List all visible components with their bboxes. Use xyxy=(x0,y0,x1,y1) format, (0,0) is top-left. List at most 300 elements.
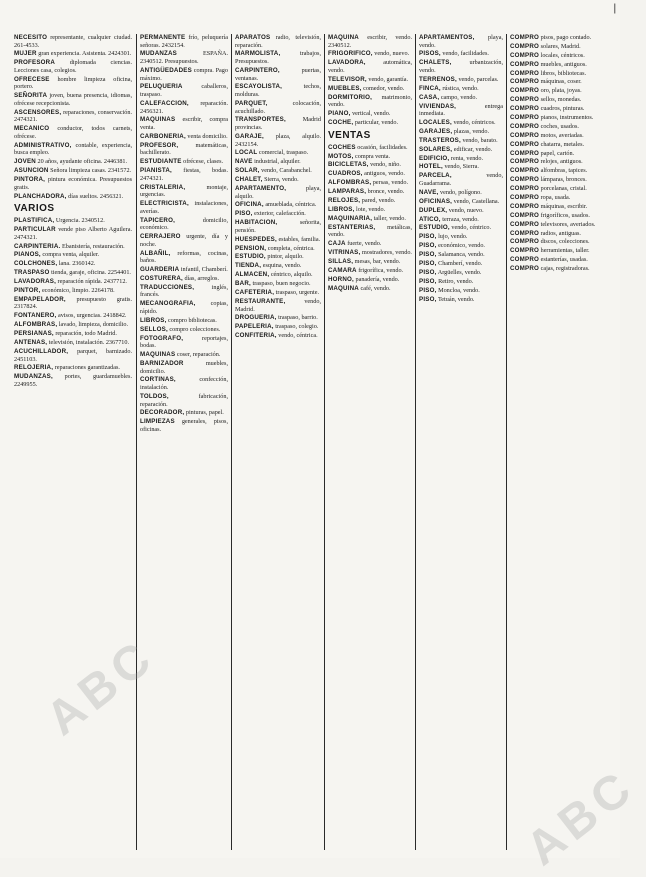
ad-keyword: CAMARA xyxy=(328,266,357,274)
classified-ad: COMPRO libros, bibliotecas. xyxy=(510,69,587,77)
ad-keyword: TIENDA, xyxy=(235,262,262,270)
classified-ad: APARATOS radio, televisión, reparación. xyxy=(235,34,321,49)
classified-ad: COMPRO locales, céntricos. xyxy=(510,51,585,59)
ad-keyword: TAPICERO, xyxy=(140,216,176,224)
ad-keyword: GARAJE, xyxy=(235,132,264,140)
ad-keyword: HABITACION, xyxy=(235,219,278,227)
classified-ad: MUEBLES, comedor, vendo. xyxy=(328,84,405,92)
ad-keyword: TELEVISOR, xyxy=(328,75,367,83)
ad-keyword: COMPRO xyxy=(510,194,540,202)
ad-keyword: COMPRO xyxy=(510,87,540,95)
classified-ad: VITRINAS, mostradores, vendo. xyxy=(328,249,412,256)
classified-ad: HOTEL, vendo, Sierra. xyxy=(419,163,479,171)
classified-ad: NECESITO representante, cualquier ciudad. 261-4533. xyxy=(14,34,132,49)
ad-keyword: ATICO, xyxy=(419,215,441,223)
classified-ad: FRIGORIFICO, vendo, nuevo. xyxy=(328,50,410,58)
ad-keyword: BARNIZADOR xyxy=(140,359,184,367)
ad-keyword: CUADROS, xyxy=(328,170,363,178)
ad-keyword: HUESPEDES, xyxy=(235,235,277,243)
classified-ad: TRASPASO tienda, garaje, oficina. 2254401. xyxy=(14,269,131,277)
classified-ad: TRASTEROS, vendo, barato. xyxy=(419,136,498,144)
ad-keyword: PAPELERIA, xyxy=(235,323,274,331)
ad-keyword: TERRENOS, xyxy=(419,75,457,83)
ad-keyword: PISO, xyxy=(419,259,437,267)
classified-ad: MAQUINARIA, taller, vendo. xyxy=(328,214,406,222)
ad-keyword: CARBONERIA, xyxy=(140,132,186,140)
ad-keyword: COMPRO xyxy=(510,202,540,210)
classified-ad: RELOJES, pared, vendo. xyxy=(328,196,396,204)
ad-keyword: COMPRO xyxy=(510,176,540,184)
classified-ad: DORMITORIO, matrimonio, vendo. xyxy=(328,93,412,109)
classified-ad: NAVE, vendo, polígono. xyxy=(419,188,482,196)
ad-keyword: COMPRO xyxy=(510,220,540,228)
ad-keyword: EDIFICIO, xyxy=(419,154,450,162)
classified-ad: COMPRO oro, plata, joyas. xyxy=(510,87,582,95)
classified-ad: PIANISTA, fiestas, bodas. 2474321. xyxy=(140,167,228,182)
classified-ad: ACUCHILLADOR, parquet, barnizado. 2451103. xyxy=(14,347,132,363)
classified-ad: LIBROS, compro bibliotecas. xyxy=(140,316,217,324)
ad-keyword: HORNO, xyxy=(328,275,354,283)
ad-keyword: CHALETS, xyxy=(419,59,452,67)
ad-keyword: ESCAYOLISTA, xyxy=(235,83,283,91)
classified-column-6 xyxy=(510,34,610,852)
ad-keyword: LIBROS, xyxy=(140,316,167,324)
ad-keyword: RESTAURANTE, xyxy=(235,297,286,305)
classified-ad: PARTICULAR vende piso Alberto Aguilera. 2474321. xyxy=(14,226,132,241)
classified-ad: TOLDOS, fabricación, reparación. xyxy=(140,392,228,408)
classified-ad: CRISTALERIA, montaje, urgencias. xyxy=(140,183,228,199)
classified-ad: ESTUDIO, vendo, céntrico. xyxy=(419,224,492,232)
classified-ad: COMPRO máquinas, coser. xyxy=(510,78,582,86)
classified-ad: CAJA fuerte, vendo. xyxy=(328,240,382,248)
ad-keyword: TRASTEROS, xyxy=(419,136,461,144)
classified-ad: BARNIZADOR muebles, domicilio. xyxy=(140,359,228,375)
ad-keyword: FOTOGRAFO, xyxy=(140,334,184,342)
ad-keyword: MAQUINA xyxy=(328,34,359,41)
ad-keyword: OFICINAS, xyxy=(419,197,453,205)
classified-ad: PISOS, vendo, facilidades. xyxy=(419,50,489,58)
classified-ad: ASUNCION Señora limpieza casas. 2341572. xyxy=(14,167,132,175)
classified-ad: GARAJE, plaza, alquilo. 2432154. xyxy=(235,132,321,148)
ad-keyword: PELUQUERIA xyxy=(140,83,183,91)
classified-ad: PISO, Salamanca, vendo. xyxy=(419,251,485,259)
ad-keyword: HOTEL, xyxy=(419,163,443,171)
ad-keyword: PINTOR, xyxy=(14,286,41,294)
ad-keyword: COMPRO xyxy=(510,229,540,237)
ad-keyword: ESTUDIO, xyxy=(235,253,266,261)
classified-ad: PLASTIFICA, Urgencia. 2340512. xyxy=(14,217,105,225)
classified-ad: ATICO, terraza, vendo. xyxy=(419,215,479,223)
ad-keyword: VITRINAS, xyxy=(328,249,361,256)
classified-ad: OFICINA, amueblada, céntrica. xyxy=(235,201,317,209)
ad-keyword: COMPRO xyxy=(510,131,540,139)
ad-keyword: COMPRO xyxy=(510,78,540,86)
ad-keyword: TRASPASO xyxy=(14,269,50,277)
ad-keyword: PARCELA, xyxy=(419,172,452,180)
classified-ad: CERRAJERO urgente, día y noche. xyxy=(140,233,228,248)
classified-ad: ASCENSORES, reparaciones, conservación. 2474321. xyxy=(14,108,132,124)
ad-keyword: COMPRO xyxy=(510,60,540,68)
ad-keyword: DORMITORIO, xyxy=(328,93,373,101)
classified-ad: CARPINTERIA. Ebanistería, restauración. xyxy=(14,242,125,250)
classified-ad: OFICINAS, vendo, Castellana. xyxy=(419,197,500,205)
classified-ad: ADMINISTRATIVO, contable, experiencia, busca empleo. xyxy=(14,141,132,157)
ad-keyword: ADMINISTRATIVO, xyxy=(14,141,72,149)
ad-keyword: MUDANZAS, xyxy=(14,373,53,381)
classified-ad: ANTIGÜEDADES compra. Pago máximo. xyxy=(140,66,228,82)
ad-keyword: CARPINTERO, xyxy=(235,66,280,74)
ad-keyword: MAQUINAS xyxy=(140,351,176,359)
classified-ad: CALEFACCION, reparación. 2456321. xyxy=(140,99,228,115)
classified-ad: ESTUDIANTE ofrécese, clases. xyxy=(140,158,224,166)
ad-keyword: COMPRO xyxy=(510,51,540,59)
classified-ad: LOCAL comercial, traspaso. xyxy=(235,149,309,157)
ad-keyword: SOLAR, xyxy=(235,167,260,175)
classified-ad: COMPRO radios, antiguas. xyxy=(510,229,581,237)
ad-keyword: ESTUDIANTE xyxy=(140,158,182,166)
column-rule xyxy=(136,34,137,850)
column-rule xyxy=(415,34,416,850)
classified-ad: COMPRO estanterías, usadas. xyxy=(510,256,588,264)
ad-keyword: LAVADORA, xyxy=(328,59,366,67)
classified-ad: HUESPEDES, estables, familia. xyxy=(235,235,321,243)
column-rule xyxy=(506,34,507,850)
ad-keyword: PROFESORA xyxy=(14,59,55,67)
classified-ad: TERRENOS, vendo, parcelas. xyxy=(419,75,499,83)
ad-keyword: MOTOS, xyxy=(328,152,354,160)
ad-keyword: SOLARES, xyxy=(419,145,453,153)
ad-keyword: CERRAJERO xyxy=(140,233,181,241)
classified-ad: CHALET, Sierra, vendo. xyxy=(235,176,299,184)
classified-ad: COMPRO cuadros, pinturas. xyxy=(510,105,585,113)
watermark: ABC xyxy=(516,759,646,876)
ad-keyword: TRANSPORTES, xyxy=(235,116,286,124)
classified-ad: PARQUET, colocación, acuchillado. xyxy=(235,99,321,115)
classified-ad: LIMPIEZAS generales, pisos, oficinas. xyxy=(140,418,228,433)
classified-ad: CAMARA frigorífica, vendo. xyxy=(328,266,404,274)
ad-keyword: BICICLETAS, xyxy=(328,161,369,169)
classified-ad: PISO, económico, vendo. xyxy=(419,242,485,250)
classified-ad: CARBONERIA, venta domicilio. xyxy=(140,132,228,140)
classified-ad: LAVADORA, automática, vendo. xyxy=(328,59,412,74)
section-heading: VARIOS xyxy=(14,203,55,215)
classified-ad: COMPRO relojes, antiguos. xyxy=(510,158,583,166)
classified-ad: PISO, Tetuán, vendo. xyxy=(419,295,475,303)
classified-ad: MOTOS, compra venta. xyxy=(328,152,391,160)
classified-ad: PROFESORA diplomada ciencias. Lecciones casa, colegios. xyxy=(14,59,132,74)
classified-ad: BICICLETAS, vendo, niño. xyxy=(328,161,401,169)
ad-keyword: ESTANTERIAS, xyxy=(328,223,376,231)
classified-ad: TIENDA, esquina, vendo. xyxy=(235,262,302,270)
ad-keyword: CAFETERIA, xyxy=(235,289,275,297)
classified-ad: SEÑORITA joven, buena presencia, idiomas, ofrécese recepcionista. xyxy=(14,92,132,107)
classified-ad: COMPRO porcelanas, cristal. xyxy=(510,185,587,193)
ad-keyword: BAR, xyxy=(235,280,251,288)
classified-ad: MECANICO conductor, todos carnets, ofrécese. xyxy=(14,125,132,140)
ad-keyword: COMPRO xyxy=(510,238,540,246)
classified-ad: SILLAS, mesas, bar, vendo. xyxy=(328,257,401,265)
classified-ad: COMPRO motos, averiadas. xyxy=(510,131,584,139)
ad-keyword: EMPAPELADOR, xyxy=(14,295,66,303)
classified-ad: PISO, Argüelles, vendo. xyxy=(419,268,482,276)
classified-ad: SOLARES, edificar, vendo. xyxy=(419,145,493,153)
classified-ad: MUDANZAS, portes, guardamuebles. 2249955. xyxy=(14,373,132,388)
classified-column-2 xyxy=(140,34,228,852)
ad-keyword: MUDANZAS xyxy=(140,50,178,58)
classified-ad: DECORADOR, pinturas, papel. xyxy=(140,409,224,417)
ad-keyword: ALBAÑIL, xyxy=(140,249,171,257)
classified-ad: MUDANZAS ESPAÑA. 2340512. Presupuestos. xyxy=(140,50,228,66)
classified-ad: ALFOMBRAS, lavado, limpieza, domicilio. xyxy=(14,321,129,329)
ad-keyword: COMPRO xyxy=(510,114,540,122)
classified-ad: COCHES ocasión, facilidades. xyxy=(328,143,408,151)
ad-keyword: COMPRO xyxy=(510,185,540,193)
ad-keyword: PARQUET, xyxy=(235,99,268,107)
classified-ad: PINTORA, pintura económica. Presupuestos gratis. xyxy=(14,176,132,191)
ad-keyword: MUJER xyxy=(14,50,37,58)
ad-keyword: ALFOMBRAS, xyxy=(328,179,372,187)
ad-keyword: CASA, xyxy=(419,93,440,101)
ad-keyword: COSTURERA, xyxy=(140,274,183,282)
classified-ad: SELLOS, compro colecciones. xyxy=(140,325,221,333)
classified-ad: APARTAMENTOS, playa, vendo. xyxy=(419,34,503,49)
page-mark: | xyxy=(613,2,616,14)
classified-ad: COMPRO muebles, antiguos. xyxy=(510,60,587,68)
ad-keyword: CARPINTERIA. xyxy=(14,242,61,250)
ad-keyword: FONTANERO, xyxy=(14,312,57,320)
classified-ad: COMPRO frigoríficos, usados. xyxy=(510,211,590,219)
classified-ad: MAQUINA café, vendo. xyxy=(328,284,391,292)
classified-ad: OFRECESE hombre limpieza oficina, portero. xyxy=(14,75,132,91)
classified-ad: COMPRO ropa, usada. xyxy=(510,194,571,202)
ad-keyword: ELECTRICISTA, xyxy=(140,200,189,208)
ad-keyword: PERSIANAS, xyxy=(14,330,54,338)
classified-ad: MAQUINAS coser, reparación. xyxy=(140,351,221,359)
classified-ad: CUADROS, antiguos, vendo. xyxy=(328,170,405,178)
section-heading: VENTAS xyxy=(328,129,371,141)
classified-ad: MECANOGRAFIA, copias, rápido. xyxy=(140,300,228,315)
classified-ad: CORTINAS, confección, instalación. xyxy=(140,376,228,392)
ad-keyword: PLASTIFICA, xyxy=(14,217,55,225)
ad-keyword: ANTENAS, xyxy=(14,339,48,347)
classified-ad: JOVEN 20 años, ayudante oficina. 2446381. xyxy=(14,158,128,166)
ad-keyword: OFICINA, xyxy=(235,201,264,209)
ad-keyword: NECESITO xyxy=(14,34,48,41)
classified-ad: NAVE industrial, alquiler. xyxy=(235,158,301,166)
ad-keyword: ACUCHILLADOR, xyxy=(14,347,69,355)
classified-ad: COMPRO solares, Madrid. xyxy=(510,42,581,50)
classified-ad: GUARDERIA infantil, Chamberí. xyxy=(140,266,228,274)
ad-keyword: PIANOS, xyxy=(14,251,41,259)
ad-keyword: COMPRO xyxy=(510,122,540,130)
ad-keyword: ALMACEN, xyxy=(235,271,270,279)
ad-keyword: MAQUINA xyxy=(328,284,359,292)
ad-keyword: NAVE xyxy=(235,158,253,166)
ad-keyword: COMPRO xyxy=(510,247,540,255)
ad-keyword: MAQUINARIA, xyxy=(328,214,373,222)
classified-ad: GARAJES, plazas, vendo. xyxy=(419,127,490,135)
ad-keyword: COMPRO xyxy=(510,265,540,273)
ad-keyword: MAQUINAS xyxy=(140,116,176,124)
ad-keyword: COMPRO xyxy=(510,69,540,77)
ad-keyword: ALFOMBRAS, xyxy=(14,321,58,329)
ad-keyword: ASCENSORES, xyxy=(14,108,62,116)
classified-ad: PISO, exterior, calefacción. xyxy=(235,210,306,218)
classified-ad: FOTOGRAFO, reportajes, bodas. xyxy=(140,334,228,350)
classified-ad: PISO, Moncloa, vendo. xyxy=(419,286,480,294)
classified-ad: MARMOLISTA, trabajos, Presupuestos. xyxy=(235,50,321,66)
classified-ad: PAPELERIA, traspaso, colegio. xyxy=(235,323,319,331)
classified-ad: APARTAMENTO, playa, alquilo. xyxy=(235,184,321,200)
classified-ad: MAQUINAS escribir, compra venta. xyxy=(140,116,228,132)
ad-keyword: PISOS, xyxy=(419,50,441,58)
ad-keyword: OFRECESE xyxy=(14,75,50,83)
classified-ad: COSTURERA, días, arreglos. xyxy=(140,274,220,282)
ad-keyword: COCHES xyxy=(328,143,356,151)
ad-keyword: LIMPIEZAS xyxy=(140,418,175,426)
ad-keyword: PINTORA, xyxy=(14,176,46,184)
classified-ad: HORNO, panadería, vendo. xyxy=(328,275,400,283)
classified-column-1 xyxy=(14,34,132,852)
classified-ad: EMPAPELADOR, presupuesto gratis. 2317824. xyxy=(14,295,132,311)
ad-keyword: COMPRO xyxy=(510,149,540,157)
classified-ad: COMPRO chatarra, metales. xyxy=(510,140,585,148)
ad-keyword: APARATOS xyxy=(235,34,271,41)
ad-keyword: SELLOS, xyxy=(140,325,168,333)
classified-ad: COMPRO coches, usados. xyxy=(510,122,579,130)
ad-keyword: SEÑORITA xyxy=(14,92,48,100)
ad-keyword: COMPRO xyxy=(510,105,540,113)
classified-ad: ESTUDIO, pintor, alquilo. xyxy=(235,253,304,261)
classified-ad: FONTANERO, avisos, urgencias. 2418842. xyxy=(14,312,127,320)
classified-ad: COMPRO máquinas, escribir. xyxy=(510,202,588,210)
classified-ad: TAPICERO, domicilio, económico. xyxy=(140,216,228,232)
ad-keyword: TRADUCCIONES, xyxy=(140,283,195,291)
classified-ad: LOCALES, vendo, céntricos. xyxy=(419,119,496,127)
ad-keyword: GARAJES, xyxy=(419,127,453,135)
classified-ad: COMPRO sellos, monedas. xyxy=(510,96,582,104)
ad-keyword: PIANO, xyxy=(328,110,351,118)
classified-ad: RELOJERIA, reparaciones garantizadas. xyxy=(14,364,120,372)
classified-ad: PROFESOR, matemáticas, bachillerato. xyxy=(140,141,228,157)
ad-keyword: COMPRO xyxy=(510,256,540,264)
classified-ad: MAQUINA escribir, vendo. 2340512. xyxy=(328,34,412,49)
ad-keyword: VIVIENDAS, xyxy=(419,102,457,110)
classified-ad: COMPRO alfombras, tapices. xyxy=(510,167,588,175)
classified-ad: COMPRO cajas, registradoras. xyxy=(510,265,590,273)
ad-keyword: MECANICO xyxy=(14,125,50,133)
classified-ad: LAMPARAS, bronce, vendo. xyxy=(328,188,405,196)
ad-keyword: MARMOLISTA, xyxy=(235,50,281,58)
classified-ad: COMPRO pianos, instrumentos. xyxy=(510,114,594,122)
classified-ad: COMPRO papel, cartón. xyxy=(510,149,575,157)
classified-ad: CASA, campo, vendo. xyxy=(419,93,478,101)
ad-keyword: DECORADOR, xyxy=(140,409,185,417)
ad-keyword: LOCALES, xyxy=(419,119,452,127)
ad-keyword: PISO, xyxy=(419,268,437,276)
classified-ad: CONFITERIA, vendo, céntrica. xyxy=(235,332,318,340)
classified-ad: ALFOMBRAS, persas, vendo. xyxy=(328,179,409,187)
ad-keyword: COMPRO xyxy=(510,167,540,175)
ad-keyword: LIBROS, xyxy=(328,205,355,213)
classified-ad: COMPRO televisores, averiados. xyxy=(510,220,596,228)
classified-ad: HABITACION, señorita, pensión. xyxy=(235,219,321,234)
ad-keyword: RELOJES, xyxy=(328,196,361,204)
classified-ad: COLCHONES, lana. 2360142. xyxy=(14,260,96,268)
ad-keyword: ANTIGÜEDADES xyxy=(140,66,192,74)
ad-keyword: APARTAMENTOS, xyxy=(419,34,475,41)
ad-keyword: APARTAMENTO, xyxy=(235,184,287,192)
classified-ad: PARCELA, vendo, Guadarrama. xyxy=(419,172,503,187)
classified-ad: CHALETS, urbanización, vendo. xyxy=(419,59,503,74)
ad-keyword: CONFITERIA, xyxy=(235,332,277,340)
ad-keyword: LAMPARAS, xyxy=(328,188,367,196)
classified-ad: ESCAYOLISTA, techos, molduras. xyxy=(235,83,321,99)
ad-keyword: PLANCHADORA, xyxy=(14,192,67,200)
ad-keyword: CHALET, xyxy=(235,176,263,184)
ad-keyword: PISO, xyxy=(419,277,437,285)
ad-keyword: COMPRO xyxy=(510,34,540,41)
classified-ad: FINCA, rústica, vendo. xyxy=(419,84,479,92)
watermark: ABC xyxy=(36,629,166,746)
ad-keyword: RELOJERIA, xyxy=(14,364,54,372)
classified-ad: RESTAURANTE, vendo, Madrid. xyxy=(235,297,321,313)
classified-ad: DUPLEX, vendo, nuevo. xyxy=(419,206,484,214)
ad-keyword: DROGUERIA, xyxy=(235,314,277,322)
classified-ad: ESTANTERIAS, metálicas, vendo. xyxy=(328,223,412,239)
classified-ad: PISO, lujo, vendo. xyxy=(419,233,468,241)
ad-keyword: PARTICULAR xyxy=(14,226,56,234)
ad-keyword: CALEFACCION, xyxy=(140,99,189,107)
classified-ad: PIANOS, compra venta, alquiler. xyxy=(14,251,100,259)
classified-ad: PENSION, completa, céntrica. xyxy=(235,244,315,252)
column-rule xyxy=(231,34,232,850)
classified-ad: ELECTRICISTA, instalaciones, averías. xyxy=(140,200,228,215)
ad-keyword: GUARDERIA xyxy=(140,266,180,274)
ad-keyword: JOVEN xyxy=(14,158,36,166)
classified-ad: TELEVISOR, vendo, garantía. xyxy=(328,75,409,83)
classified-ad: PIANO, vertical, vendo. xyxy=(328,110,391,118)
ad-keyword: PIANISTA, xyxy=(140,167,172,175)
ad-keyword: PISO, xyxy=(235,210,253,218)
classified-ad: PERSIANAS, reparación, todo Madrid. xyxy=(14,330,117,338)
classified-ad: CARPINTERO, puertas, ventanas. xyxy=(235,66,321,82)
ad-keyword: FINCA, xyxy=(419,84,441,92)
classified-ad: COMPRO pisos, pago contado. xyxy=(510,34,592,41)
ad-keyword: COMPRO xyxy=(510,140,540,148)
ad-keyword: PISO, xyxy=(419,233,437,241)
classified-ad: EDIFICIO, renta, vendo. xyxy=(419,154,484,162)
ad-keyword: LAVADORAS, xyxy=(14,278,56,286)
ad-keyword: MUEBLES, xyxy=(328,84,362,92)
classified-ad: BAR, traspaso, buen negocio. xyxy=(235,280,311,288)
ad-keyword: COMPRO xyxy=(510,42,540,50)
ad-keyword: PERMANENTE xyxy=(140,34,186,41)
ad-keyword: NAVE, xyxy=(419,188,439,196)
classified-ad: PINTOR, económico, limpio. 2264178. xyxy=(14,286,115,294)
classified-ad: PERMANENTE frío, peluquería señoras. 2432154. xyxy=(140,34,228,49)
ad-keyword: COMPRO xyxy=(510,211,540,219)
ad-keyword: PISO, xyxy=(419,295,437,303)
classified-ad: MUJER gran experiencia. Asistenta. 2424301. xyxy=(14,50,132,58)
ad-keyword: FRIGORIFICO, xyxy=(328,50,373,58)
classified-ad: ALMACEN, céntrico, alquilo. xyxy=(235,271,313,279)
classified-ad: COCHE, particular, vendo. xyxy=(328,119,399,127)
classified-column-3 xyxy=(235,34,321,852)
classified-ad: PISO, Chamberí, vendo. xyxy=(419,259,483,267)
ad-keyword: MECANOGRAFIA, xyxy=(140,300,196,308)
classified-ad: LIBROS, lote, vendo. xyxy=(328,205,386,213)
